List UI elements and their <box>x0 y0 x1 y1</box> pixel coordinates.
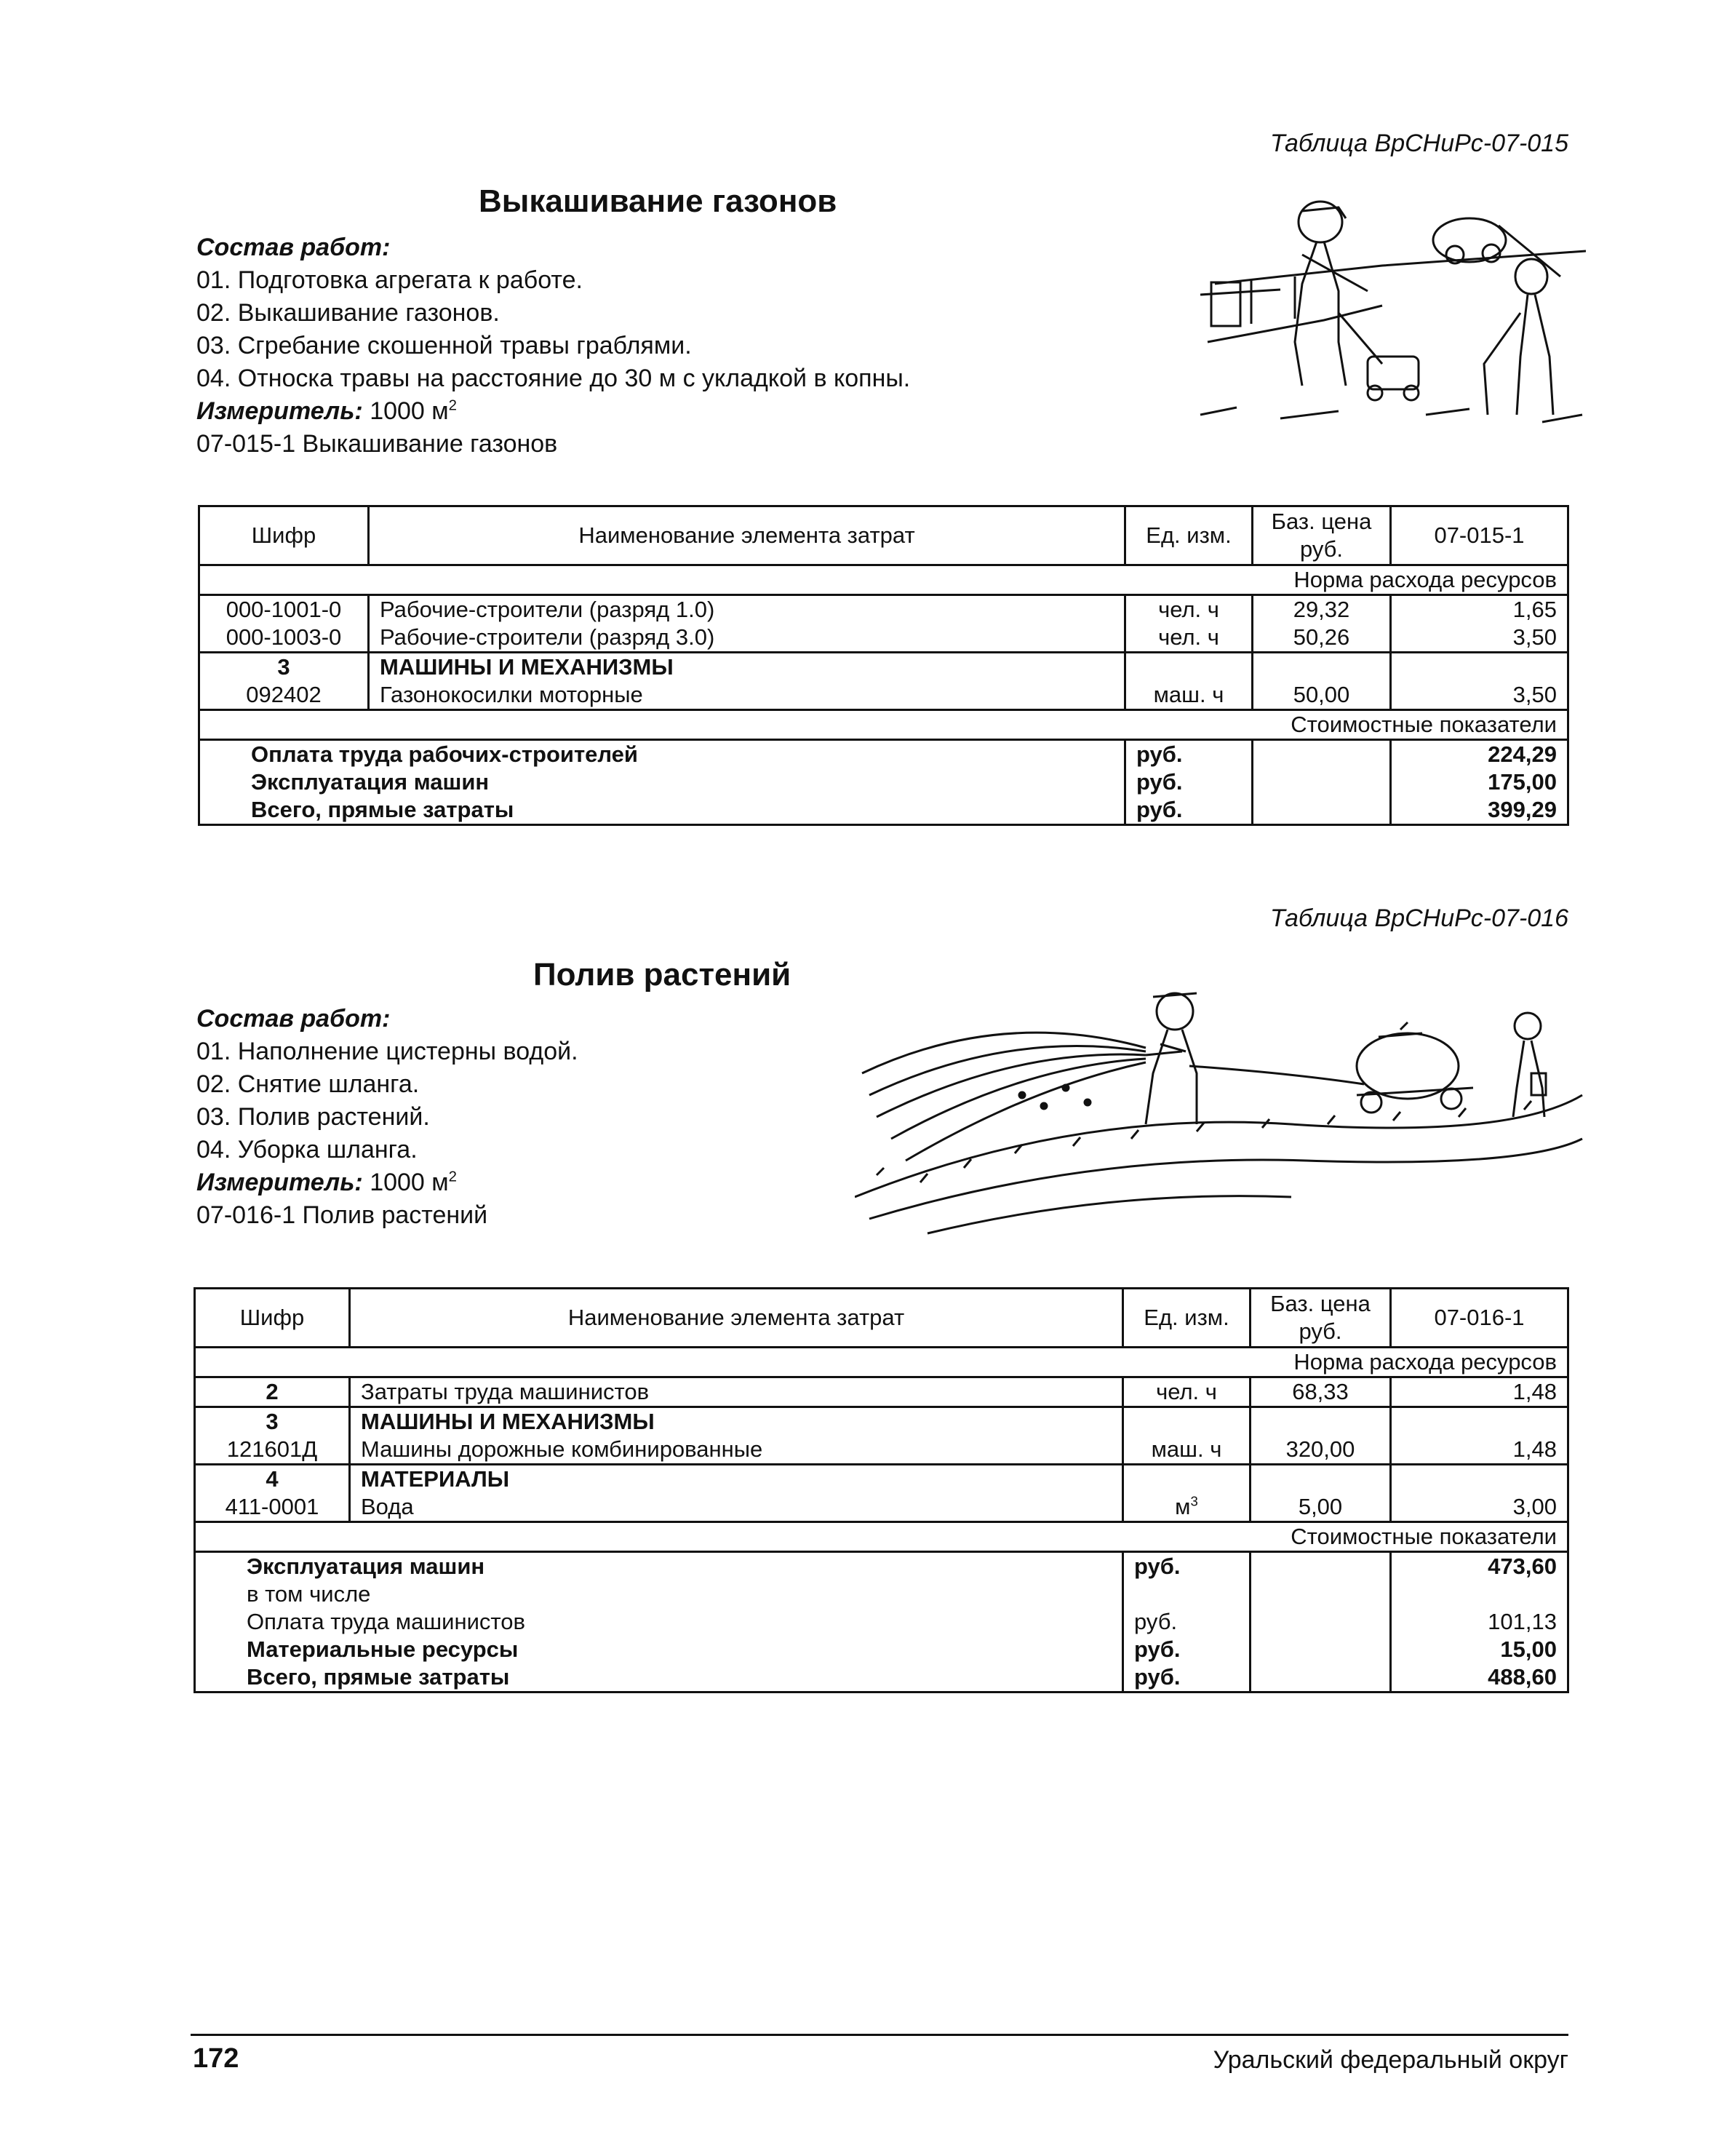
measure-line <box>196 1166 578 1199</box>
total-value: 175,00 <box>1391 768 1568 796</box>
row-value: 3,50 <box>1391 624 1568 653</box>
measure-value: 1000 м <box>370 397 449 425</box>
total-unit: руб. <box>1125 768 1253 796</box>
total-unit: руб. <box>1123 1636 1251 1663</box>
unit-text: м <box>1175 1494 1191 1519</box>
page-number: 172 <box>193 2043 239 2074</box>
row-price: 50,26 <box>1253 624 1391 653</box>
table-row <box>199 595 1568 624</box>
row-price: 5,00 <box>1251 1493 1391 1522</box>
code-line: 07-016-1 Полив растений <box>196 1201 488 1229</box>
total-row <box>195 1580 1568 1608</box>
total-row <box>195 1636 1568 1663</box>
row-name: МАШИНЫ И МЕХАНИЗМЫ <box>350 1407 1123 1436</box>
section-title: Выкашивание газонов <box>479 183 837 219</box>
cost-label: Стоимостные показатели <box>1251 1522 1568 1552</box>
header-unit: Ед. изм. <box>1125 506 1253 565</box>
work-composition <box>196 1003 578 1232</box>
table-row <box>195 1465 1568 1494</box>
total-name: Всего, прямые затраты <box>195 1663 1123 1692</box>
row-name: Газонокосилки моторные <box>369 681 1125 710</box>
header-name: Наименование элемента затрат <box>369 506 1125 565</box>
row-code: 3 <box>199 653 369 682</box>
cost-table <box>198 505 1569 826</box>
total-name: Эксплуатация машин <box>195 1552 1123 1581</box>
work-header: Состав работ: <box>196 234 391 261</box>
code-line: 07-015-1 Выкашивание газонов <box>196 430 558 458</box>
total-name: Всего, прямые затраты <box>199 796 1125 825</box>
header-code: Шифр <box>195 1289 350 1348</box>
total-name: Оплата труда машинистов <box>195 1608 1123 1636</box>
header-norm-code: 07-015-1 <box>1391 506 1568 565</box>
header-norm-code: 07-016-1 <box>1391 1289 1568 1348</box>
total-unit: руб. <box>1123 1663 1251 1692</box>
row-code: 2 <box>195 1377 350 1407</box>
row-code: 000-1001-0 <box>199 595 369 624</box>
row-price: 320,00 <box>1251 1436 1391 1465</box>
total-row <box>199 796 1568 825</box>
row-code: 411-0001 <box>195 1493 350 1522</box>
total-name: Оплата труда рабочих-строителей <box>199 740 1125 769</box>
row-name: Вода <box>350 1493 1123 1522</box>
measure-sup: 2 <box>448 1169 457 1185</box>
total-value: 488,60 <box>1391 1663 1568 1692</box>
row-value: 1,48 <box>1391 1377 1568 1407</box>
row-unit: чел. ч <box>1125 624 1253 653</box>
row-code: 4 <box>195 1465 350 1494</box>
table-row <box>195 1377 1568 1407</box>
table-row <box>199 653 1568 682</box>
cost-label: Стоимостные показатели <box>1253 710 1568 740</box>
total-unit: руб. <box>1125 740 1253 769</box>
total-row <box>195 1552 1568 1581</box>
total-row <box>199 768 1568 796</box>
row-name: МАТЕРИАЛЫ <box>350 1465 1123 1494</box>
row-value: 3,50 <box>1391 681 1568 710</box>
row-unit: чел. ч <box>1123 1377 1251 1407</box>
row-price: 29,32 <box>1253 595 1391 624</box>
watering-illustration <box>855 979 1590 1241</box>
total-value: 473,60 <box>1391 1552 1568 1581</box>
header-price: Баз. цена руб. <box>1251 1289 1391 1348</box>
row-value: 1,65 <box>1391 595 1568 624</box>
row-unit: чел. ч <box>1125 595 1253 624</box>
total-unit: руб. <box>1123 1608 1251 1636</box>
unit-sup: 3 <box>1190 1493 1198 1509</box>
header-price: Баз. цена руб. <box>1253 506 1391 565</box>
table-row <box>195 1407 1568 1436</box>
measure-value: 1000 м <box>370 1169 449 1196</box>
row-name: Рабочие-строители (разряд 3.0) <box>369 624 1125 653</box>
mowing-illustration <box>1193 196 1586 437</box>
work-item: 03. Сгребание скошенной травы граблями. <box>196 332 692 359</box>
work-item: 01. Подготовка агрегата к работе. <box>196 266 583 294</box>
measure-line <box>196 395 910 428</box>
work-item: 01. Наполнение цистерны водой. <box>196 1038 578 1065</box>
total-row <box>195 1608 1568 1636</box>
row-code: 092402 <box>199 681 369 710</box>
row-unit: маш. ч <box>1125 681 1253 710</box>
work-composition <box>196 231 910 461</box>
table-reference: Таблица ВрСНиРс-07-016 <box>1269 904 1568 932</box>
work-item: 02. Снятие шланга. <box>196 1070 420 1098</box>
row-value: 3,00 <box>1391 1493 1568 1522</box>
row-code: 000-1003-0 <box>199 624 369 653</box>
measure-label: Измеритель: <box>196 397 363 425</box>
work-item: 02. Выкашивание газонов. <box>196 299 500 327</box>
total-value: 15,00 <box>1391 1636 1568 1663</box>
table-row <box>195 1493 1568 1522</box>
table-row <box>199 624 1568 653</box>
norm-label: Норма расхода ресурсов <box>1253 565 1568 595</box>
header-code: Шифр <box>199 506 369 565</box>
total-name: в том числе <box>195 1580 1123 1608</box>
work-item: 04. Относка травы на расстояние до 30 м с укладкой в копны. <box>196 365 911 392</box>
total-row <box>195 1663 1568 1692</box>
row-name: Рабочие-строители (разряд 1.0) <box>369 595 1125 624</box>
total-row <box>199 740 1568 769</box>
total-value: 224,29 <box>1391 740 1568 769</box>
work-item: 04. Уборка шланга. <box>196 1136 418 1163</box>
total-unit: руб. <box>1125 796 1253 825</box>
total-value: 101,13 <box>1391 1608 1568 1636</box>
total-name: Эксплуатация машин <box>199 768 1125 796</box>
footer-rule <box>191 2034 1568 2036</box>
cost-table <box>194 1287 1569 1693</box>
work-header: Состав работ: <box>196 1005 391 1033</box>
section-title: Полив растений <box>533 957 791 993</box>
norm-label: Норма расхода ресурсов <box>1251 1348 1568 1377</box>
row-unit <box>1123 1493 1251 1522</box>
row-price: 50,00 <box>1253 681 1391 710</box>
work-item: 03. Полив растений. <box>196 1103 430 1131</box>
row-price: 68,33 <box>1251 1377 1391 1407</box>
footer-region: Уральский федеральный округ <box>1213 2046 1568 2074</box>
table-reference: Таблица ВрСНиРс-07-015 <box>1269 130 1568 157</box>
row-code: 121601Д <box>195 1436 350 1465</box>
row-name: Затраты труда машинистов <box>350 1377 1123 1407</box>
row-code: 3 <box>195 1407 350 1436</box>
total-unit: руб. <box>1123 1552 1251 1581</box>
measure-sup: 2 <box>448 397 457 414</box>
header-unit: Ед. изм. <box>1123 1289 1251 1348</box>
measure-label: Измеритель: <box>196 1169 363 1196</box>
header-name: Наименование элемента затрат <box>350 1289 1123 1348</box>
row-unit: маш. ч <box>1123 1436 1251 1465</box>
row-name: МАШИНЫ И МЕХАНИЗМЫ <box>369 653 1125 682</box>
row-value: 1,48 <box>1391 1436 1568 1465</box>
total-name: Материальные ресурсы <box>195 1636 1123 1663</box>
table-row <box>195 1436 1568 1465</box>
table-row <box>199 681 1568 710</box>
row-name: Машины дорожные комбинированные <box>350 1436 1123 1465</box>
total-value: 399,29 <box>1391 796 1568 825</box>
